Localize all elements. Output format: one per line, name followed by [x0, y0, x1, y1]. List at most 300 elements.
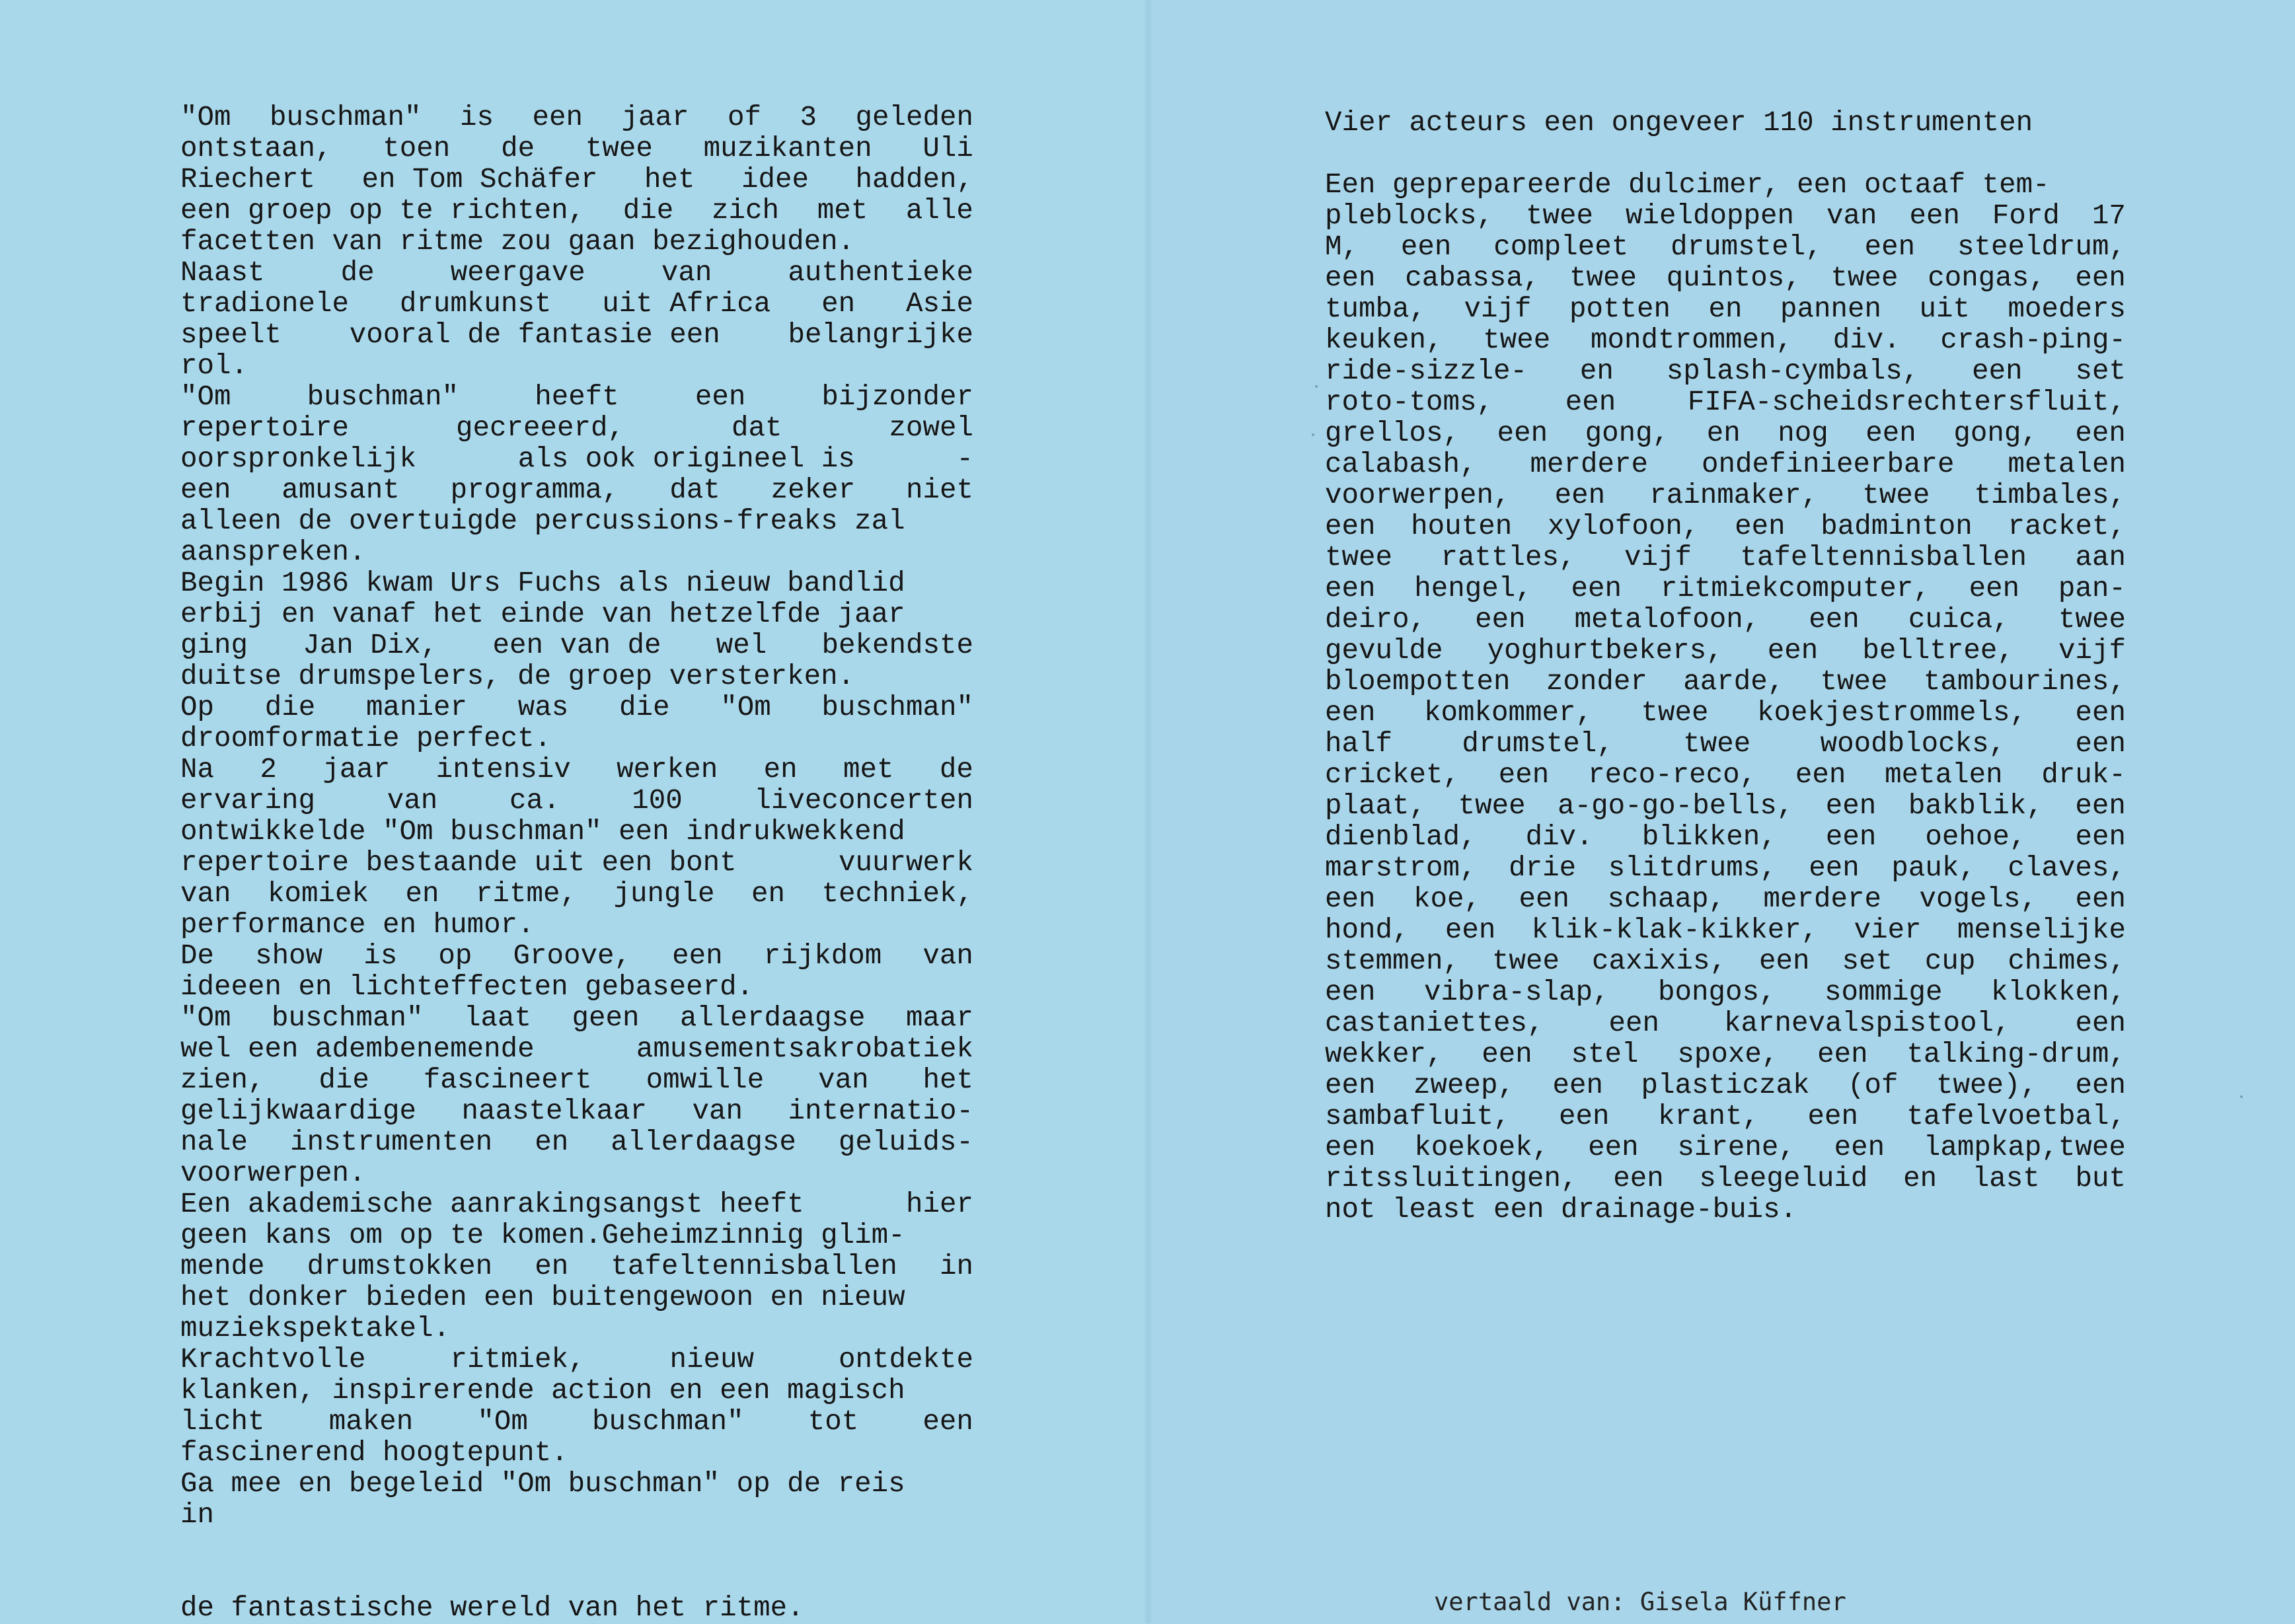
word: een: [2075, 790, 2126, 822]
word: dat: [732, 412, 782, 444]
word: rijkdom: [763, 940, 882, 972]
word: een: [1588, 1132, 1639, 1163]
text-line: [180, 413, 973, 444]
word: een: [1864, 231, 1916, 263]
word: een: [1608, 1008, 1660, 1039]
word: ondefinieerbare: [1701, 449, 1955, 480]
word: gong,: [1953, 418, 2038, 449]
text-line: [1325, 760, 2126, 791]
word: Ford: [1992, 200, 2060, 232]
word: calabash,: [1325, 449, 1477, 480]
word: splash-cymbals,: [1666, 355, 1920, 387]
word: een: [1325, 1070, 1376, 1101]
word: wekker,: [1325, 1039, 1443, 1070]
word: een: [2075, 1008, 2126, 1039]
word: van: [922, 940, 973, 972]
word: en: [821, 288, 856, 320]
word: pleblocks,: [1325, 200, 1494, 232]
text-line: [180, 1531, 973, 1562]
word: of: [727, 102, 761, 133]
word: twee: [585, 133, 653, 165]
text-line: [180, 506, 973, 537]
text-line: [180, 692, 973, 723]
word: aarde,: [1683, 666, 1785, 698]
word: ontdekte: [838, 1344, 973, 1376]
text-line: [180, 630, 973, 661]
word: een: [1825, 821, 1877, 853]
word: castaniettes,: [1325, 1008, 1544, 1039]
text-line: [1325, 977, 2126, 1008]
text-line: [180, 1562, 973, 1593]
word: pan-: [2058, 573, 2126, 605]
word: duitse drumspelers, de groep versterken.: [180, 661, 855, 692]
text-line: [180, 196, 973, 227]
word: een: [1834, 1132, 1885, 1163]
instruments-heading: Vier acteurs een ongeveer 110 instrumenten: [1325, 107, 2033, 139]
word: komkommer,: [1423, 697, 1593, 729]
text-line: [180, 289, 973, 320]
word: repertoire bestaande uit een bont: [180, 847, 737, 879]
text-line: [180, 1003, 973, 1034]
text-line: [1325, 542, 2126, 573]
word: show: [255, 940, 323, 972]
word: dat: [669, 474, 720, 506]
word: van: [387, 785, 438, 817]
text-line: [180, 1469, 973, 1500]
word: toen: [383, 133, 451, 165]
text-line: [1325, 884, 2126, 915]
word: een: [1325, 1132, 1376, 1163]
word: Naast: [180, 257, 265, 289]
word: crash-ping-: [1940, 324, 2126, 356]
word: een: [672, 940, 723, 972]
text-line: [1325, 1070, 2126, 1101]
word: a-go-go-bells,: [1558, 790, 1794, 822]
word: reco-reco,: [1588, 759, 1757, 791]
word: buschman": [592, 1406, 744, 1438]
word: sirene,: [1677, 1132, 1795, 1163]
text-line: [1325, 573, 2126, 605]
word: ritmiekcomputer,: [1660, 573, 1930, 605]
text-line: [1325, 356, 2126, 387]
word: last: [1972, 1163, 2040, 1195]
word: allerdaagse: [611, 1126, 796, 1158]
word: metalofoon,: [1574, 604, 1760, 636]
word: grellos,: [1325, 418, 1460, 449]
word: een: [1571, 573, 1622, 605]
word: die: [319, 1064, 369, 1096]
word: zien,: [180, 1064, 265, 1096]
word: maar: [905, 1002, 973, 1034]
word: speelt: [180, 319, 282, 351]
word: talking-drum,: [1906, 1039, 2126, 1070]
word: gecreeerd,: [456, 412, 625, 444]
word: muzikanten: [703, 133, 872, 165]
word: bekendste: [821, 630, 973, 661]
word: Krachtvolle: [180, 1344, 366, 1376]
word: twee: [2058, 604, 2126, 636]
word: -: [956, 443, 973, 475]
word: sommige: [1824, 977, 1943, 1008]
word: koekjestrommels,: [1756, 697, 2027, 729]
word: is: [460, 102, 494, 133]
word: 100: [632, 785, 683, 817]
word: drumkunst: [399, 288, 552, 320]
text-line: [180, 1189, 973, 1220]
word: racket,: [2008, 511, 2126, 542]
text-line: [180, 661, 973, 692]
word: met: [817, 195, 868, 227]
word: een: [1909, 200, 1960, 232]
word: als ook origineel is: [517, 443, 855, 475]
text-line: [180, 382, 973, 413]
text-line: [1325, 1132, 2126, 1163]
word: belltree,: [1862, 635, 2014, 667]
word: schaap,: [1607, 883, 1725, 915]
word: Een geprepareerde dulcimer, een octaaf tem-: [1325, 169, 2050, 201]
text-line: [180, 1034, 973, 1065]
word: techniek,: [821, 878, 973, 910]
word: Asie: [905, 288, 973, 320]
word: op: [438, 940, 472, 972]
word: compleet: [1493, 231, 1629, 263]
word: 2: [260, 754, 277, 786]
word: drie: [1509, 852, 1577, 884]
word: nog: [1778, 418, 1828, 449]
word: een: [180, 474, 231, 506]
word: cabassa,: [1405, 262, 1540, 294]
word: (of: [1847, 1070, 1899, 1101]
word: twee: [1569, 262, 1637, 294]
word: programma,: [450, 474, 619, 506]
text-line: [180, 102, 973, 133]
word: het: [644, 164, 695, 196]
word: repertoire: [180, 412, 350, 444]
word: Jan Dix,: [303, 630, 438, 661]
word: twee: [1820, 666, 1888, 698]
text-line: [180, 941, 973, 972]
word: bloempotten: [1325, 666, 1511, 698]
word: een: [1497, 418, 1548, 449]
text-line: [1325, 1163, 2126, 1195]
word: een: [1325, 573, 1376, 605]
text-line: [180, 1376, 973, 1407]
word: karnevalspistool,: [1723, 1008, 2011, 1039]
text-line: [1325, 232, 2126, 263]
word: een groep op te richten,: [180, 195, 585, 227]
word: niet: [905, 474, 973, 506]
text-line: [1325, 1195, 2126, 1226]
word: zweep,: [1413, 1070, 1515, 1101]
word: en: [751, 878, 785, 910]
word: vijf: [1624, 542, 1692, 573]
word: gong,: [1585, 418, 1670, 449]
word: klokken,: [1990, 977, 2126, 1008]
word: erbij en vanaf het einde van hetzelfde jaar: [180, 599, 905, 630]
text-line: [180, 755, 973, 786]
word: van: [1826, 200, 1877, 232]
word: vier: [1854, 914, 1922, 946]
word: geen: [572, 1002, 640, 1034]
word: een: [1325, 511, 1376, 542]
text-line: [180, 227, 973, 258]
word: "Om: [180, 102, 231, 133]
word: moeders: [2008, 293, 2126, 325]
word: 3: [800, 102, 817, 133]
word: roto-toms,: [1325, 387, 1494, 418]
word: een: [1325, 883, 1376, 915]
word: rattles,: [1441, 542, 1576, 573]
word: een: [1565, 387, 1616, 418]
word: amusementsakrobatiek: [636, 1033, 973, 1065]
text-line: [1325, 853, 2126, 884]
text-line: [1325, 1101, 2126, 1132]
text-line: [1325, 605, 2126, 636]
word: Riechert: [180, 164, 316, 196]
word: authentieke: [788, 257, 973, 289]
word: een van de: [492, 630, 661, 661]
word: krant,: [1657, 1101, 1759, 1132]
word: maken: [328, 1406, 414, 1438]
word: twee: [1526, 200, 1594, 232]
word: "Om: [720, 692, 771, 723]
word: naastelkaar: [461, 1095, 648, 1127]
word: ontwikkelde "Om buschman" een indrukwekkend: [180, 816, 905, 848]
word: badminton: [1821, 511, 1973, 542]
word: congas,: [1928, 262, 2046, 294]
word: set: [1842, 945, 1893, 977]
word: en: [535, 1251, 569, 1282]
text-line: [1325, 822, 2126, 853]
word: en Tom Schäfer: [361, 164, 598, 196]
word: en: [405, 878, 439, 910]
word: steeldrum,: [1957, 231, 2126, 263]
word: Op: [180, 692, 215, 723]
word: voorwerpen,: [1325, 480, 1511, 511]
word: een: [1400, 231, 1452, 263]
word: het: [922, 1064, 973, 1096]
word: wel: [716, 630, 767, 661]
word: "Om: [180, 1002, 231, 1034]
text-line: [1325, 1008, 2126, 1039]
word: uit: [1919, 293, 1970, 325]
text-line: [1325, 946, 2126, 977]
word: en: [1579, 355, 1614, 387]
word: timbales,: [1974, 480, 2126, 511]
word: vijf: [2058, 635, 2126, 667]
word: twee: [1830, 262, 1899, 294]
word: bijzonder: [821, 381, 973, 413]
word: een: [1735, 511, 1786, 542]
word: but: [2075, 1163, 2126, 1195]
word: een: [1969, 573, 2020, 605]
word: set: [2075, 355, 2126, 387]
word: fascineert: [423, 1064, 592, 1096]
word: twee: [1683, 728, 1751, 760]
word: oorspronkelijk: [180, 443, 417, 475]
word: en: [1903, 1163, 1938, 1195]
word: liveconcerten: [754, 785, 973, 817]
word: rol.: [180, 350, 248, 382]
word: deiro,: [1325, 604, 1427, 636]
word: twee: [1483, 324, 1551, 356]
word: lampkap,twee: [1923, 1132, 2126, 1163]
word: twee: [1641, 697, 1709, 729]
word: tambourines,: [1923, 666, 2126, 698]
word: een: [1445, 914, 1496, 946]
text-line: [180, 879, 973, 910]
text-line: [180, 599, 973, 630]
word: belangrijke: [788, 319, 973, 351]
word: drumstel,: [1462, 728, 1614, 760]
word: vuurwerk: [838, 847, 973, 879]
word: keuken,: [1325, 324, 1443, 356]
word: stel: [1571, 1039, 1639, 1070]
text-line: [180, 1593, 973, 1624]
text-line: [180, 1407, 973, 1438]
word: een: [1807, 1101, 1858, 1132]
word: in: [180, 1499, 215, 1531]
word: ritssluitingen,: [1325, 1163, 1578, 1195]
word: nale: [180, 1126, 248, 1158]
word: komiek: [267, 878, 369, 910]
word: buschman": [307, 381, 459, 413]
word: laat: [463, 1002, 531, 1034]
text-line: [180, 568, 973, 599]
word: buschman": [269, 102, 422, 133]
text-line: [1325, 170, 2126, 201]
word: manier: [365, 692, 467, 723]
word: een: [1498, 759, 1550, 791]
text-line: [180, 817, 973, 848]
word: ging: [180, 630, 248, 661]
word: menselijke: [1957, 914, 2126, 946]
word: een: [1795, 759, 1846, 791]
word: een: [1758, 945, 1810, 977]
word: die: [619, 692, 670, 723]
text-line: [1325, 387, 2126, 418]
word: drumstokken: [307, 1251, 493, 1282]
text-line: [180, 444, 973, 475]
word: en: [1706, 418, 1741, 449]
word: stemmen,: [1325, 945, 1460, 977]
word: alleen de overtuigde percussions-freaks zal: [180, 505, 905, 537]
word: claves,: [2008, 852, 2126, 884]
word: aanspreken.: [180, 536, 366, 568]
word: een: [532, 102, 583, 133]
text-line: [180, 786, 973, 817]
text-line: [180, 133, 973, 165]
text-line: [180, 1313, 973, 1345]
text-line: [180, 1282, 973, 1313]
paper-speck: [1315, 385, 1318, 388]
text-line: [180, 1127, 973, 1158]
word: een: [1552, 1070, 1603, 1101]
text-line: [1325, 418, 2126, 449]
word: half: [1325, 728, 1393, 760]
word: geluids-: [838, 1126, 973, 1158]
left-column-text: [180, 102, 973, 1624]
word: spoxe,: [1677, 1039, 1779, 1070]
word: performance en humor.: [180, 909, 535, 941]
text-line: [180, 972, 973, 1003]
text-line: [1325, 511, 2126, 542]
word: een: [1809, 604, 1860, 636]
word: wieldoppen: [1625, 200, 1795, 232]
text-line: [1325, 636, 2126, 667]
word: cricket,: [1325, 759, 1460, 791]
word: hier: [905, 1189, 973, 1220]
word: een: [1865, 418, 1916, 449]
word: van: [818, 1064, 869, 1096]
word: zowel: [889, 412, 973, 444]
word: 17: [2091, 200, 2126, 232]
word: De: [180, 940, 215, 972]
word: not least een drainage-buis.: [1325, 1194, 1797, 1226]
word: een: [2075, 418, 2126, 449]
text-line: [1325, 201, 2126, 232]
word: tafeltennisballen: [611, 1251, 897, 1282]
word: en: [1708, 293, 1743, 325]
word: ride-sizzle-: [1325, 355, 1528, 387]
word: van: [661, 257, 712, 289]
word: weergave: [450, 257, 585, 289]
text-line: [180, 475, 973, 506]
word: marstrom,: [1325, 852, 1477, 884]
word: van: [692, 1095, 743, 1127]
translator-credit: vertaald van: Gisela Küffner: [1434, 1588, 1846, 1616]
word: een: [1817, 1039, 1868, 1070]
word: hengel,: [1414, 573, 1532, 605]
word: twee),: [1936, 1070, 2037, 1101]
text-line: [1325, 667, 2126, 698]
word: merdere: [1763, 883, 1881, 915]
word: metalen: [2008, 449, 2126, 480]
word: de: [501, 133, 535, 165]
word: potten: [1569, 293, 1671, 325]
word: het donker bieden een buitengewoon en nieuw: [180, 1282, 905, 1313]
word: jaar: [322, 754, 391, 786]
text-line: [1325, 729, 2126, 760]
word: in: [939, 1251, 973, 1282]
text-line: [180, 258, 973, 289]
word: vogels,: [1919, 883, 2037, 915]
word: quintos,: [1666, 262, 1801, 294]
word: Na: [180, 754, 215, 786]
word: vijf: [1464, 293, 1532, 325]
text-line: [180, 1438, 973, 1469]
text-line: [180, 1345, 973, 1376]
word: nieuw: [669, 1344, 754, 1376]
word: een: [922, 1406, 973, 1438]
text-line: [1325, 294, 2126, 325]
word: een: [2075, 883, 2126, 915]
word: een: [1767, 635, 1819, 667]
text-line: [180, 165, 973, 196]
word: oehoe,: [1925, 821, 2027, 853]
word: div.: [1525, 821, 1593, 853]
word: Groove,: [513, 940, 632, 972]
word: drumstel,: [1671, 231, 1823, 263]
word: een: [1809, 852, 1860, 884]
word: twee: [1325, 542, 1393, 573]
word: caxixis,: [1591, 945, 1727, 977]
word: een: [1972, 355, 2023, 387]
word: idee: [741, 164, 809, 196]
word: van: [180, 878, 231, 910]
text-line: [180, 723, 973, 755]
word: licht: [180, 1406, 265, 1438]
